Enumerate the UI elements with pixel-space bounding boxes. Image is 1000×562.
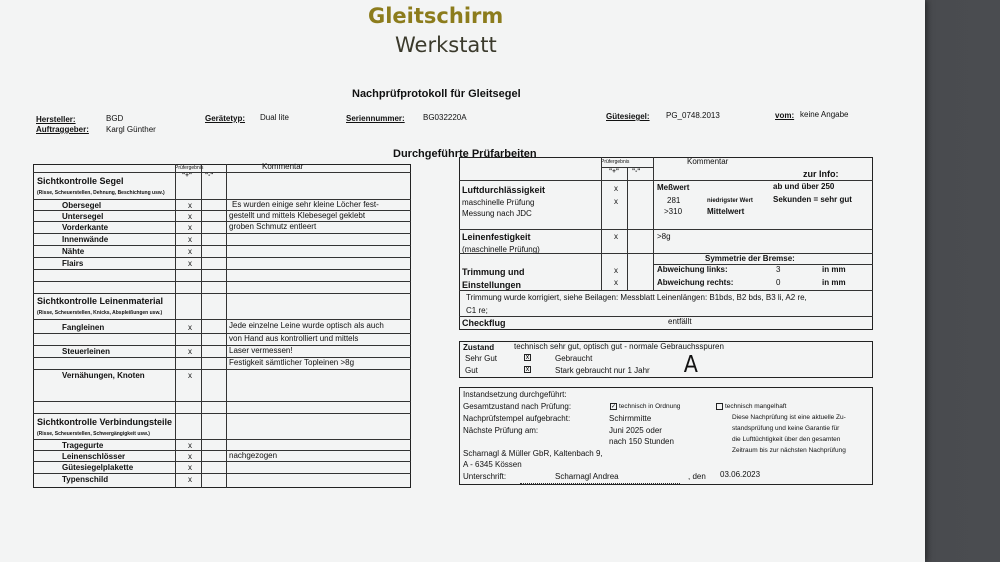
right-plus-header: "+": [609, 168, 619, 175]
guetesiegel-label: Gütesiegel:: [606, 112, 650, 121]
zustand-description: technisch sehr gut, optisch gut - normale Gebrauchsspuren: [514, 342, 724, 351]
zustand-gut-checkbox[interactable]: x: [525, 366, 530, 373]
abweichung-rechts-unit: in mm: [822, 278, 846, 287]
leinen-mark-fangleinen: x: [188, 323, 192, 332]
verbindung-mark-tragegurte: x: [188, 441, 192, 450]
right-grid-line: [459, 229, 873, 230]
zustand-sehr-gut-checkbox[interactable]: x: [525, 354, 530, 361]
leinen-comment-3: Laser vermessen!: [229, 346, 293, 355]
leinen-row-fangleinen: Fangleinen: [62, 323, 105, 332]
seriennummer-label: Seriennummer:: [346, 114, 405, 123]
verbindung-mark-typenschild: x: [188, 475, 192, 484]
auftraggeber-label: Auftraggeber:: [36, 125, 89, 134]
luft-mark-1: x: [614, 184, 618, 193]
left-minus-header: "-": [205, 172, 214, 179]
segel-comment-2: gestellt und mittels Klebesegel geklebt: [229, 211, 366, 220]
instand-note-2: standsprüfung und keine Garantie für: [732, 425, 840, 432]
leinen-row-steuerleinen: Steuerleinen: [62, 347, 111, 356]
document-title: Nachprüfprotokoll für Gleitsegel: [352, 88, 521, 100]
left-grid-line: [33, 172, 411, 173]
naechste-label: Nächste Prüfung am:: [463, 426, 539, 435]
auftraggeber-value: Kargl Günther: [106, 125, 156, 134]
segel-row-flairs: Flairs: [62, 259, 84, 268]
signature-line: [520, 483, 680, 484]
unterschrift-value: Scharnagl Andrea: [555, 472, 619, 481]
left-grid-line: [33, 257, 411, 258]
right-grid-line: [459, 316, 873, 317]
company-address: Scharnagl & Müller GbR, Kaltenbach 9,: [463, 449, 603, 458]
verbindung-mark-guetesiegelplakette: x: [188, 463, 192, 472]
vom-value: keine Angabe: [800, 110, 849, 119]
luft-niedrigster-label: niedrigster Wert: [707, 198, 753, 204]
verbindung-comment: nachgezogen: [229, 451, 278, 460]
segel-comment-1: Es wurden einige sehr kleine Löcher fest-: [232, 200, 379, 209]
naechste-value-2: nach 150 Stunden: [609, 437, 674, 446]
instand-note-4: Zeitraum bis zur nächsten Nachprüfung: [732, 447, 846, 454]
verbindung-row-tragegurte: Tragegurte: [62, 441, 104, 450]
luft-mittelwert-label: Mittelwert: [707, 207, 745, 216]
right-grid-line: [653, 157, 654, 290]
left-grid-line: [33, 245, 411, 246]
symmetrie-label: Symmetrie der Bremse:: [705, 254, 795, 263]
luft-mark-2: x: [614, 197, 618, 206]
left-grid-line: [175, 164, 176, 488]
hersteller-label: Hersteller:: [36, 115, 76, 124]
luft-info-1: ab und über 250: [773, 182, 835, 191]
stempel-label: Nachprüfstempel aufgebracht:: [463, 414, 571, 423]
segel-title: Sichtkontrolle Segel: [37, 176, 124, 186]
verbindung-row-guetesiegelplakette: Gütesiegelplakette: [62, 463, 134, 472]
company-city: A - 6345 Kössen: [463, 460, 522, 469]
segel-mark-obersegel: x: [188, 201, 192, 210]
trimm-mark-2: x: [614, 278, 618, 287]
seriennummer-value: BG032220A: [423, 113, 467, 122]
hersteller-value: BGD: [106, 114, 124, 123]
leinen-comment-2: von Hand aus kontrolliert und mittels: [229, 334, 359, 343]
segel-mark-vorderkante: x: [188, 223, 192, 232]
right-grid-line: [601, 157, 602, 290]
segel-row-vorderkante: Vorderkante: [62, 223, 109, 232]
segel-row-obersegel: Obersegel: [62, 201, 102, 210]
abweichung-links-label: Abweichung links:: [657, 265, 728, 274]
naechste-value-1: Juni 2025 oder: [609, 426, 662, 435]
logo-line-2: Werkstatt: [395, 33, 497, 57]
left-kommentar-header: Kommentar: [262, 162, 304, 171]
trimm-note-1: Trimmung wurde korrigiert, siehe Beilagen: Messblatt Leinenlängen: B1bds, B2 bds, B3 li, A2 re,: [466, 293, 807, 302]
segel-mark-untersegel: x: [188, 212, 192, 221]
segel-mark-flairs: x: [188, 259, 192, 268]
segel-mark-naehte: x: [188, 247, 192, 256]
leinenfest-value: >8g: [657, 232, 671, 241]
right-grid-line: [459, 253, 873, 254]
leinen-subtitle: (Risse, Scheuerstellen, Knicks, Abspleißungen usw.): [37, 310, 163, 316]
luft-info-2: Sekunden = sehr gut: [773, 195, 852, 204]
trimm-title-2: Einstellungen: [462, 280, 522, 290]
left-grid-line: [33, 281, 411, 282]
geraetetyp-label: Gerätetyp:: [205, 114, 246, 123]
verbindung-mark-leinenschloesser: x: [188, 452, 192, 461]
leinen-title: Sichtkontrolle Leinenmaterial: [37, 296, 164, 306]
zur-info-header: zur Info:: [803, 169, 839, 179]
handwritten-mark: A: [683, 352, 698, 378]
segel-mark-innenwaende: x: [188, 235, 192, 244]
luft-messwert-value: 281: [667, 196, 681, 205]
left-grid-line: [33, 461, 411, 462]
segel-subtitle: (Risse, Scheuerstellen, Dehnung, Beschichtung usw.): [37, 190, 165, 196]
left-grid-line: [33, 450, 411, 451]
left-grid-line: [33, 199, 411, 200]
right-minus-header: "-": [632, 168, 641, 175]
left-grid-line: [33, 233, 411, 234]
signature-date: 03.06.2023: [720, 470, 761, 479]
den-label: , den: [688, 472, 706, 481]
luft-messwert-label: Meßwert: [657, 183, 690, 192]
right-grid-line: [653, 264, 873, 265]
left-grid-line: [33, 210, 411, 211]
left-grid-line: [33, 319, 411, 320]
leinen-comment-4: Festigkeit sämtlicher Topleinen >8g: [229, 358, 355, 367]
gesamtzustand-label: Gesamtzustand nach Prüfung:: [463, 402, 572, 411]
left-grid-line: [33, 269, 411, 270]
left-grid-line: [33, 369, 411, 370]
left-grid-line: [33, 413, 411, 414]
left-grid-line: [201, 164, 202, 488]
left-grid-line: [33, 221, 411, 222]
ordnung-checkbox[interactable]: ✓: [611, 404, 617, 410]
unterschrift-label: Unterschrift:: [463, 472, 507, 481]
right-grid-line: [459, 180, 873, 181]
left-pruefergebnis-header: Prüfergebnis: [175, 165, 204, 171]
left-grid-line: [33, 473, 411, 474]
logo-line-1: Gleitschirm: [368, 4, 504, 28]
luft-sub-1: maschinelle Prüfung: [462, 198, 535, 207]
left-grid-line: [33, 333, 411, 334]
trimm-note-2: C1 re;: [466, 306, 488, 315]
abweichung-rechts-value: 0: [776, 278, 781, 287]
abweichung-links-value: 3: [776, 265, 781, 274]
left-grid-line: [33, 293, 411, 294]
luft-sub-2: Messung nach JDC: [462, 209, 532, 218]
left-grid-line: [33, 345, 411, 346]
segel-row-naehte: Nähte: [62, 247, 85, 256]
checkflug-title: Checkflug: [462, 318, 506, 328]
mangelhaft-label: technisch mangelhaft: [725, 403, 787, 410]
luft-title: Luftdurchlässigkeit: [462, 185, 546, 195]
guetesiegel-value: PG_0748.2013: [666, 111, 720, 120]
zustand-gebraucht-label: Gebraucht: [555, 354, 593, 363]
verbindung-subtitle: (Risse, Scheuerstellen, Schwergängigkeit usw.): [37, 431, 150, 437]
right-pruefergebnis-header: Prüfergebnis: [601, 159, 630, 165]
abweichung-rechts-label: Abweichung rechts:: [657, 278, 734, 287]
leinenfest-title: Leinenfestigkeit: [462, 232, 531, 242]
zustand-stark-label: Stark gebraucht nur 1 Jahr: [555, 366, 650, 375]
checkflug-value: entfällt: [668, 317, 692, 326]
left-grid-line: [226, 164, 227, 488]
verbindung-row-leinenschloesser: Leinenschlösser: [62, 452, 126, 461]
zustand-gut-label: Gut: [465, 366, 478, 375]
right-grid-line: [459, 290, 873, 291]
geraetetyp-value: Dual lite: [260, 113, 289, 122]
segel-row-innenwaende: Innenwände: [62, 235, 109, 244]
instand-title: Instandsetzung durchgeführt:: [463, 390, 567, 399]
abweichung-links-unit: in mm: [822, 265, 846, 274]
trimm-mark-1: x: [614, 266, 618, 275]
segel-comment-3: groben Schmutz entleert: [229, 222, 317, 231]
instand-note-1: Diese Nachprüfung ist eine aktuelle Zu-: [732, 414, 846, 421]
instand-note-3: die Lufttüchtigkeit über den gesamten: [732, 436, 841, 443]
right-grid-line: [627, 167, 628, 290]
trimm-title-1: Trimmung und: [462, 267, 525, 277]
left-grid-line: [33, 401, 411, 402]
section-title: Durchgeführte Prüfarbeiten: [393, 148, 537, 160]
leinen-mark-vernaehungen: x: [188, 371, 192, 380]
leinen-mark-steuerleinen: x: [188, 347, 192, 356]
right-kommentar-header: Kommentar: [687, 157, 729, 166]
left-plus-header: "+": [182, 172, 192, 179]
segel-row-untersegel: Untersegel: [62, 212, 104, 221]
leinen-row-vernaehungen: Vernähungen, Knoten: [62, 371, 145, 380]
leinenfest-sub: (maschinelle Prüfung): [462, 245, 540, 254]
verbindung-row-typenschild: Typenschild: [62, 475, 109, 484]
leinen-comment-1: Jede einzelne Leine wurde optisch als auch: [229, 321, 384, 330]
vom-label: vom:: [775, 111, 795, 120]
left-grid-line: [33, 439, 411, 440]
stempel-value: Schirmmitte: [609, 414, 652, 423]
leinenfest-mark: x: [614, 232, 618, 241]
left-grid-line: [33, 357, 411, 358]
mangelhaft-checkbox[interactable]: [716, 403, 723, 410]
zustand-sehr-gut-label: Sehr Gut: [465, 354, 498, 363]
zustand-label: Zustand: [463, 343, 495, 352]
luft-mittel-value: >310: [664, 207, 683, 216]
verbindung-title: Sichtkontrolle Verbindungsteile: [37, 417, 173, 427]
ordnung-label: technisch in Ordnung: [619, 403, 681, 410]
